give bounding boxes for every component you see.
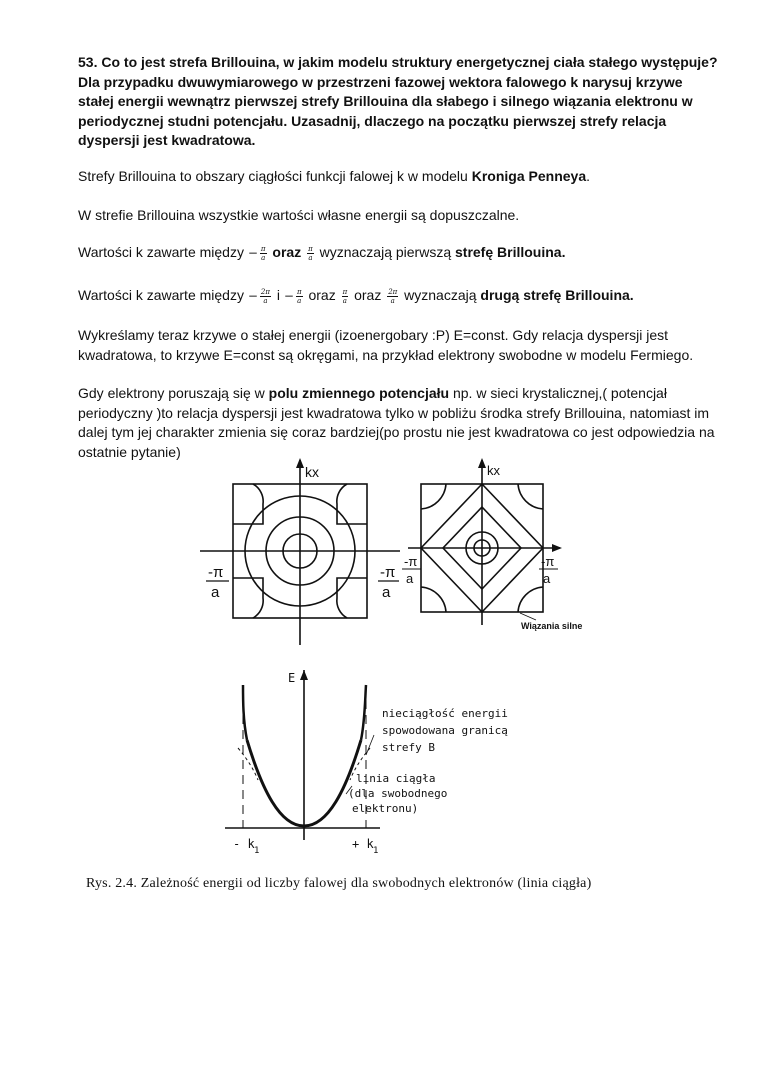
weak-pos-pi: -π (380, 564, 396, 581)
p6-bold: polu zmiennego potencjału (268, 385, 450, 401)
weak-corner-br (337, 578, 367, 618)
strong-pos-den: a (543, 571, 551, 586)
weak-neg-pi: -π (208, 564, 224, 581)
frac-pi-a-3: $\frac{\pi}{a}$ (296, 287, 302, 305)
note-continuous-2: (dla swobodnego (348, 787, 448, 800)
note-continuous-3: elektronu) (352, 802, 419, 815)
strong-arc-bl (421, 587, 446, 612)
pos-k1-label: + k (352, 837, 374, 851)
p4-start: Wartości k zawarte między (78, 287, 248, 303)
strong-arc-tl (421, 484, 446, 509)
question-heading: 53. Co to jest strefa Brillouina, w jakim modelu struktury energetycznej ciała stałego występuje? Dla przypadku dwuwymiarowego w przestrzeni fazowej wektora falowego k narysuj krzywe stałej energii wewnątrz pierwszej strefy Brillouina dla słabego i silnego wiązania elektronu w periodycznej studni potencjału. Uzasadnij, dlaczego na początku pierwszej strefy relacja dyspersji jest kwadratowa. (78, 54, 718, 148)
figure-caption: Rys. 2.4. Zależność energii od liczby falowej dla swobodnych elektronów (linia ciągła) (86, 876, 592, 891)
p3-bold: strefę Brillouina. (455, 244, 566, 260)
weak-corner-bl (233, 578, 263, 618)
strong-kx-label: kx (487, 463, 500, 478)
strong-arc-tr (518, 484, 543, 509)
energy-label: E (288, 671, 296, 685)
weak-kx-arrow (296, 458, 304, 468)
p3-minus: − (247, 246, 258, 260)
branch-right-upper (361, 685, 366, 740)
weak-neg-den: a (211, 584, 220, 601)
p3-mid: wyznaczają pierwszą (315, 244, 455, 260)
strong-neg-pi: -π (404, 554, 418, 569)
frac-2pi-a-2: $\frac{2\pi}{a}$ (388, 287, 398, 305)
strong-pos-pi: -π (541, 554, 555, 569)
p4-bold: drugą strefę Brillouina. (480, 287, 634, 303)
strong-note: Wiązania silne (521, 621, 583, 631)
frac-pi-a: $\frac{\pi}{a}$ (260, 244, 266, 262)
paragraph-eigenvalues: W strefie Brillouina wszystkie wartości własne energii są dopuszczalne. (78, 207, 520, 223)
neg-k1-label: - k (233, 837, 255, 851)
paragraph-isoenergy: Wykreślamy teraz krzywe o stałej energii (izoenergobary :P) E=const. Gdy relacja dyspersji jest kwadratowa, to krzywe E=const są okręgami, na przykład elektrony swobodne w modelu Fermiego. (78, 327, 694, 363)
weak-corner-tl (233, 484, 263, 524)
pos-k1-sub: 1 (373, 846, 379, 856)
weak-kx-label: kx (305, 464, 319, 480)
p1-text: Strefy Brillouina to obszary ciągłości funkcji falowej k w modelu (78, 168, 472, 184)
p3-start: Wartości k zawarte między (78, 244, 248, 260)
figure-weak-binding (200, 458, 400, 645)
branch-left-upper (243, 685, 247, 740)
neg-k1-sub: 1 (254, 846, 260, 856)
weak-pos-den: a (382, 584, 391, 601)
paragraph-periodic-potential: Gdy elektrony poruszają się w polu zmiennego potencjału np. w sieci krystalicznej,( potencjał periodyczny )to relacja dyspersji jest kwadratowa tylko w pobliżu środka strefy Brillouina, natomiast im dalej tym jej charakter zmienia się coraz bardziej(po prostu nie jest kwadratowa co jest odpowiedzia na ostatnie pytanie) (78, 385, 715, 460)
strong-neg-den: a (406, 571, 414, 586)
frac-pi-a-2: $\frac{\pi}{a}$ (308, 244, 313, 262)
p3-oraz: oraz (272, 244, 302, 260)
paragraph-second-zone: Wartości k zawarte między − $\frac{2\pi}{a}$ i − $\frac{\pi}{a}$ oraz $\frac{\pi}{a}$ oraz $\frac{2\pi}{a}$ wyznaczają drugą strefę Brillouina. (78, 287, 634, 305)
strong-arc-br (518, 587, 543, 612)
weak-corner-tr (337, 484, 367, 524)
frac-2pi-a: $\frac{2\pi}{a}$ (260, 287, 270, 305)
note-discontinuity-1: nieciągłość energii (382, 707, 508, 720)
note-discontinuity-3: strefy B (382, 741, 435, 754)
figure-strong-binding (408, 458, 562, 625)
p1-end: . (586, 168, 590, 184)
note-discontinuity-2: spowodowana granicą (382, 724, 508, 737)
p1-bold: Kroniga Penneya (471, 168, 587, 184)
note-continuous-1: linia ciągła (356, 772, 436, 785)
frac-pi-a-4: $\frac{\pi}{a}$ (342, 287, 348, 305)
